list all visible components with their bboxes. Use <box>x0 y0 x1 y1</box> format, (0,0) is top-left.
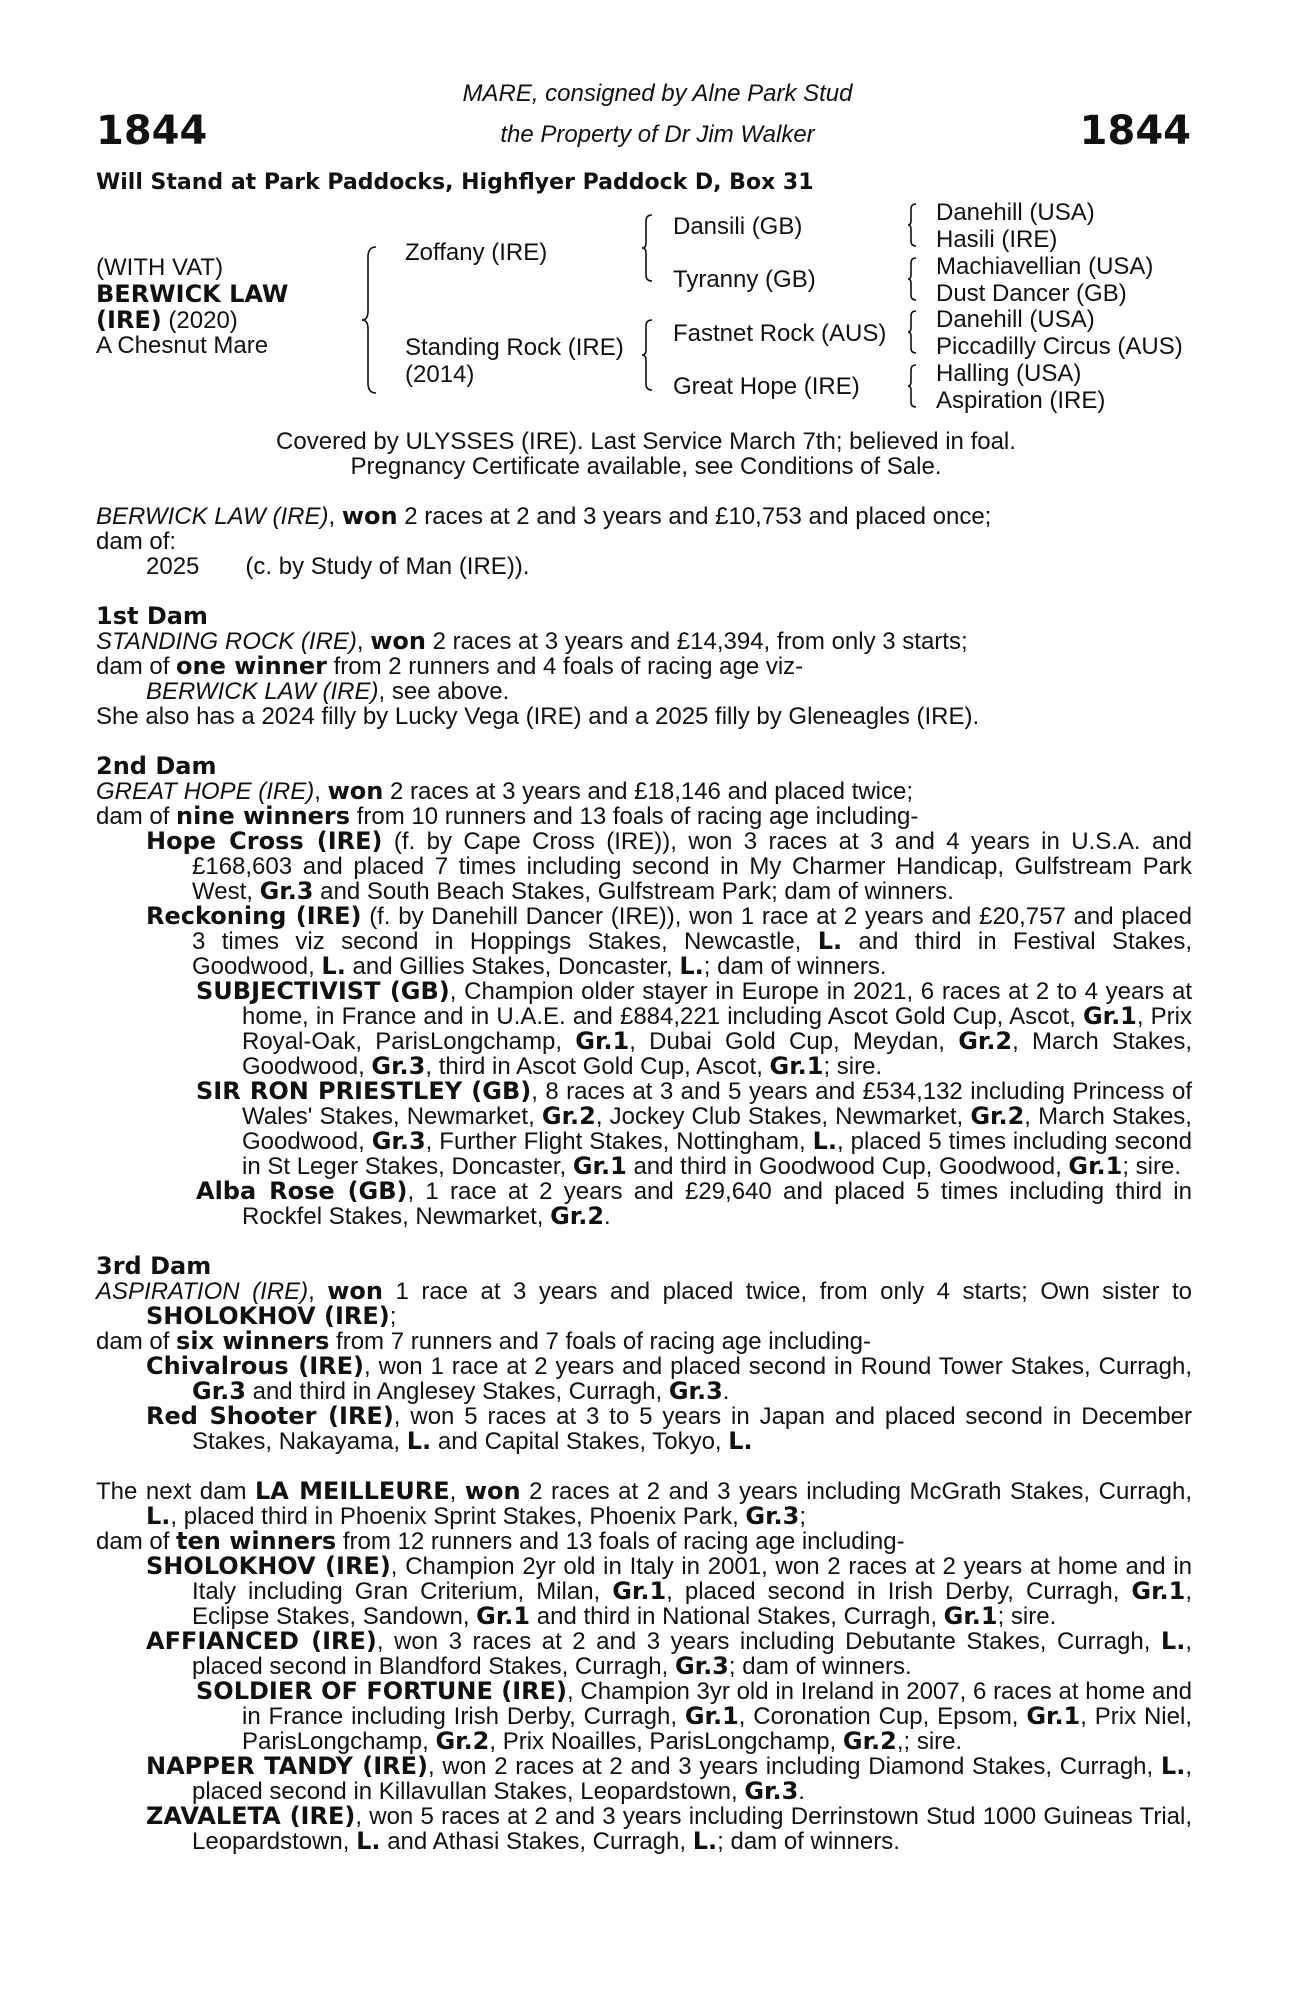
pedigree-dam-year: (2014) <box>405 361 475 388</box>
produce-sir-ron-priestley: SIR RON PRIESTLEY (GB), 8 races at 3 and 5 years and £534,132 including Princess of Wales' Stakes, Newmarket, Gr.2, Jockey Club Stakes, Newmarket, Gr.2, March Stakes, Goodwood, Gr.3, Further Flight Stakes, Nottingham, L., placed 5 times including second in St Leger Stakes, Doncaster, Gr.1 and third in Goodwood Cup, Goodwood, Gr.1; sire. <box>196 1077 1193 1180</box>
pedigree-bracket-dam <box>640 318 656 392</box>
stand-location: Will Stand at Park Paddocks, Highflyer Paddock D, Box 31 <box>96 170 814 195</box>
pedigree-bracket-g34 <box>906 256 920 302</box>
pedigree-g1: Danehill (USA) <box>936 199 1095 226</box>
produce-sholokhov: SHOLOKHOV (IRE), Champion 2yr old in Italy in 2001, won 2 races at 2 years at home and in Italy including Gran Criterium, Milan, Gr.1, placed second in Irish Derby, Curragh, Gr.1, Eclipse Stakes, Sandown, Gr.1 and third in National Stakes, Curragh, Gr.1; sire. <box>146 1552 1192 1630</box>
horse-description: A Chesnut Mare <box>96 332 269 359</box>
horse-origin-year: (IRE) (2020) <box>96 306 238 334</box>
first-dam-produce: dam of one winner from 2 runners and 4 foals of racing age viz- <box>96 652 804 680</box>
next-dam-record: The next dam LA MEILLEURE, won 2 races at 2 and 3 years including McGrath Stakes, Curragh, L., placed third in Phoenix Sprint Stakes, Phoenix Park, Gr.3; <box>96 1477 1192 1530</box>
pedigree-sire: Zoffany (IRE) <box>405 239 548 266</box>
produce-red-shooter: Red Shooter (IRE), won 5 races at 3 to 5 years in Japan and placed second in December Stakes, Nakayama, L. and Capital Stakes, Tokyo, L. <box>146 1402 1193 1455</box>
pedigree-bracket-g56 <box>906 309 920 355</box>
mare-dam-of: dam of: <box>96 528 177 555</box>
third-dam-heading: 3rd Dam <box>96 1252 212 1280</box>
mare-produce: 2025 (c. by Study of Man (IRE)). <box>146 553 530 580</box>
pedigree-dam-sire: Fastnet Rock (AUS) <box>673 320 887 347</box>
third-dam-record: ASPIRATION (IRE), won 1 race at 3 years and placed twice, from only 4 starts; Own sister to SHOLOKHOV (IRE); <box>96 1277 1193 1330</box>
pedigree-bracket-g78 <box>906 363 920 409</box>
produce-zavaleta: ZAVALETA (IRE), won 5 races at 2 and 3 years including Derrinstown Stud 1000 Guineas Trial, Leopardstown, L. and Athasi Stakes, Curragh, L.; dam of winners. <box>146 1802 1192 1855</box>
pedigree-g7: Halling (USA) <box>936 360 1082 387</box>
produce-chivalrous: Chivalrous (IRE), won 1 race at 2 years and placed second in Round Tower Stakes, Curragh, Gr.3 and third in Anglesey Stakes, Curragh, Gr.3. <box>146 1352 1192 1405</box>
pedigree-g6: Piccadilly Circus (AUS) <box>936 333 1183 360</box>
horse-name: BERWICK LAW <box>96 280 289 308</box>
lot-number-right: 1844 <box>1079 108 1191 154</box>
first-dam-also: She also has a 2024 filly by Lucky Vega (IRE) and a 2025 filly by Gleneagles (IRE). <box>96 703 980 730</box>
pedigree-bracket-main <box>360 245 380 395</box>
vat-label: (WITH VAT) <box>96 254 224 281</box>
produce-napper-tandy: NAPPER TANDY (IRE), won 2 races at 2 and 3 years including Diamond Stakes, Curragh, L., placed second in Killavullan Stakes, Leopardstown, Gr.3. <box>146 1752 1193 1805</box>
pedigree-bracket-sire <box>640 213 656 283</box>
produce-soldier-of-fortune: SOLDIER OF FORTUNE (IRE), Champion 3yr old in Ireland in 2007, 6 races at home and in France including Irish Derby, Curragh, Gr.1, Coronation Cup, Epsom, Gr.1, Prix Niel, ParisLongchamp, Gr.2, Prix Noailles, ParisLongchamp, Gr.2,; sire. <box>196 1677 1193 1755</box>
covered-line: Covered by ULYSSES (IRE). Last Service March 7th; believed in foal. <box>276 428 1016 455</box>
produce-alba-rose: Alba Rose (GB), 1 race at 2 years and £29,640 and placed 5 times including third in Rockfel Stakes, Newmarket, Gr.2. <box>196 1177 1192 1230</box>
pregnancy-line: Pregnancy Certificate available, see Conditions of Sale. <box>350 453 942 480</box>
lot-number-left: 1844 <box>96 108 208 154</box>
pedigree-g2: Hasili (IRE) <box>936 226 1058 253</box>
consignor-line: MARE, consigned by Alne Park Stud <box>462 80 853 107</box>
produce-affianced: AFFIANCED (IRE), won 3 races at 2 and 3 years including Debutante Stakes, Curragh, L., placed second in Blandford Stakes, Curragh, Gr.3; dam of winners. <box>146 1627 1192 1680</box>
produce-hope-cross: Hope Cross (IRE) (f. by Cape Cross (IRE)), won 3 races at 3 and 4 years in U.S.A. and £168,603 and placed 7 times including second in My Charmer Handicap, Gulfstream Park West, Gr.3 and South Beach Stakes, Gulfstream Park; dam of winners. <box>146 827 1192 905</box>
first-dam-child: BERWICK LAW (IRE), see above. <box>146 678 510 705</box>
owner-line: the Property of Dr Jim Walker <box>500 121 815 148</box>
next-dam-produce: dam of ten winners from 12 runners and 13 foals of racing age including- <box>96 1527 905 1555</box>
third-dam-produce: dam of six winners from 7 runners and 7 foals of racing age including- <box>96 1327 872 1355</box>
first-dam-heading: 1st Dam <box>96 602 208 630</box>
pedigree-sire-sire: Dansili (GB) <box>673 213 803 240</box>
pedigree-bracket-g12 <box>906 202 920 248</box>
first-dam-record: STANDING ROCK (IRE), won 2 races at 3 years and £14,394, from only 3 starts; <box>96 627 968 655</box>
second-dam-record: GREAT HOPE (IRE), won 2 races at 3 years and £18,146 and placed twice; <box>96 777 914 805</box>
pedigree-g4: Dust Dancer (GB) <box>936 280 1127 307</box>
pedigree-sire-dam: Tyranny (GB) <box>673 266 816 293</box>
second-dam-heading: 2nd Dam <box>96 752 217 780</box>
pedigree-dam-dam: Great Hope (IRE) <box>673 373 860 400</box>
mare-record: BERWICK LAW (IRE), won 2 races at 2 and 3 years and £10,753 and placed once; <box>96 502 992 530</box>
second-dam-produce: dam of nine winners from 10 runners and 13 foals of racing age including- <box>96 802 919 830</box>
pedigree-g5: Danehill (USA) <box>936 306 1095 333</box>
pedigree-dam: Standing Rock (IRE) <box>405 334 624 361</box>
produce-reckoning: Reckoning (IRE) (f. by Danehill Dancer (IRE)), won 1 race at 2 years and £20,757 and placed 3 times viz second in Hoppings Stakes, Newcastle, L. and third in Festival Stakes, Goodwood, L. and Gillies Stakes, Doncaster, L.; dam of winners. <box>146 902 1193 980</box>
pedigree-g8: Aspiration (IRE) <box>936 387 1106 414</box>
pedigree-g3: Machiavellian (USA) <box>936 253 1154 280</box>
produce-subjectivist: SUBJECTIVIST (GB), Champion older stayer in Europe in 2021, 6 races at 2 to 4 years at home, in France and in U.A.E. and £884,221 including Ascot Gold Cup, Ascot, Gr.1, Prix Royal-Oak, ParisLongchamp, Gr.1, Dubai Gold Cup, Meydan, Gr.2, March Stakes, Goodwood, Gr.3, third in Ascot Gold Cup, Ascot, Gr.1; sire. <box>196 977 1193 1080</box>
catalogue-body <box>96 504 1192 1854</box>
